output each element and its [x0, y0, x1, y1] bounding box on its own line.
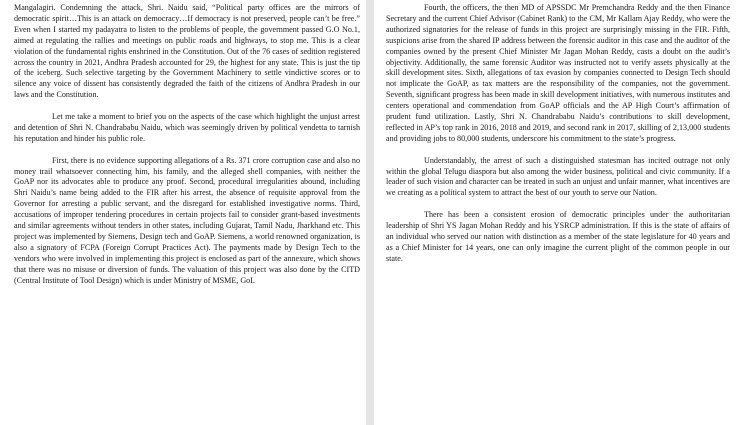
left-paragraph-2: Let me take a moment to brief you on the aspects of the case which highlight the unjust arrest and detention of Shri N. Chandrababu Naidu, which was seemingly driven by political vendetta to tarnish his reputation and hinder his public role.	[14, 112, 360, 143]
right-paragraph-2: Understandably, the arrest of such a distinguished statesman has incited outrage not only within the global Telugu diaspora but also among the wider business, political and civic community. If a leader of such vision and character can be treated in such an unjust and unfair manner, what incentives are we creating as a political system to attract the best of our youth to serve our Nation.	[386, 155, 730, 198]
left-paragraph-1: Mangalagiri. Condemning the attack, Shri. Naidu said, “Political party offices are the mirrors of democratic spirit…This is an attack on democracy…If democracy is not preserved, people can’t be free.” Even when I started my padayatra to listen to the problems of people, the government passed G.O No.1, aimed at regulating the rallies and meetings on public roads and highways, to stop me. This is a clear violation of the fundamental rights enshrined in the Constitution. Out of the 76 cases of sedition registered across the country in 2021, Andhra Pradesh accounted for 29, the highest for any state. This is just the tip of the iceberg. Such selective targeting by the Government Machinery to settle vindictive scores or to silence any voice of dissent has consistently degraded the faith of the citizens of Andhra Pradesh in our laws and the Constitution.	[14, 3, 360, 100]
left-paragraph-3: First, there is no evidence supporting allegations of a Rs. 371 crore corruption case and also no money trail whatsoever connecting him, his family, and the alleged shell companies, with neither the GoAP nor its advocates able to produce any proof. Second, procedural irregularities abound, including Shri Naidu’s name being added to the FIR after his arrest, the absence of requisite approval from the Governor for arresting a public servant, and the disregard for established investigative norms. Third, accusations of improper tendering procedures in certain projects fail to consider grant-based investments and similar agreements without tenders in other states, including Gujarat, Tamil Nadu, Jharkhand etc. This project was implemented by Siemens, Design tech and GoAP. Siemens, a world renowned organization, is also a signatory of FCPA (Foreign Corrupt Practices Act). The payments made by Design Tech to the vendors who were involved in implementing this project is enclosed as part of the annexure, which shows that there was no misuse or diversion of funds. The valuation of this project was also done by the CITD (Central Institute of Tool Design) which is under Ministry of MSME, GoI.	[14, 155, 360, 285]
right-paragraph-1: Fourth, the officers, the then MD of APSSDC Mr Premchandra Reddy and the then Finance Secretary and the current Chief Advisor (Cabinet Rank) to the CM, Mr Kallam Ajay Reddy, who were the authorized signatories for the release of funds in this project are surprisingly missing in the FIR. Fifth, suspicions arise from the shared IP address between the forensic auditor in this case and the auditor of the companies owned by the present Chief Minister Mr Jagan Mohan Reddy, casts a doubt on the audit’s objectivity. Additionally, the same forensic Auditor was instructed not to verify assets physically at the skill development sites. Sixth, allegations of tax evasion by companies connected to Design Tech should not implicate the GoAP, as tax matters are the responsibility of the companies, not the government. Seventh, significant progress has been made in skill development initiatives, with numerous institutes and centers operational and commendation from GoAP officials and the AP High Court’s affirmation of prudent fund utilization. Lastly, Shri N. Chandrababu Naidu’s contributions to skill development, reflected in AP’s top rank in 2016, 2018 and 2019, and second rank in 2017, skilling of 2,13,000 students and providing jobs to 80,000 students, underscore his commitment to the state’s progress.	[386, 3, 730, 143]
left-page	[0, 0, 366, 425]
right-page	[374, 0, 740, 425]
right-paragraph-3: There has been a consistent erosion of democratic principles under the authoritarian leadership of Shri YS Jagan Mohan Reddy and his YSRCP administration. If this is the state of affairs of an individual who served our nation with distinction as a member of the state legislature for 40 years and as a Chief Minister for 14 years, one can only imagine the current plight of the common people in our state.	[386, 210, 730, 263]
page-gutter	[366, 0, 374, 425]
